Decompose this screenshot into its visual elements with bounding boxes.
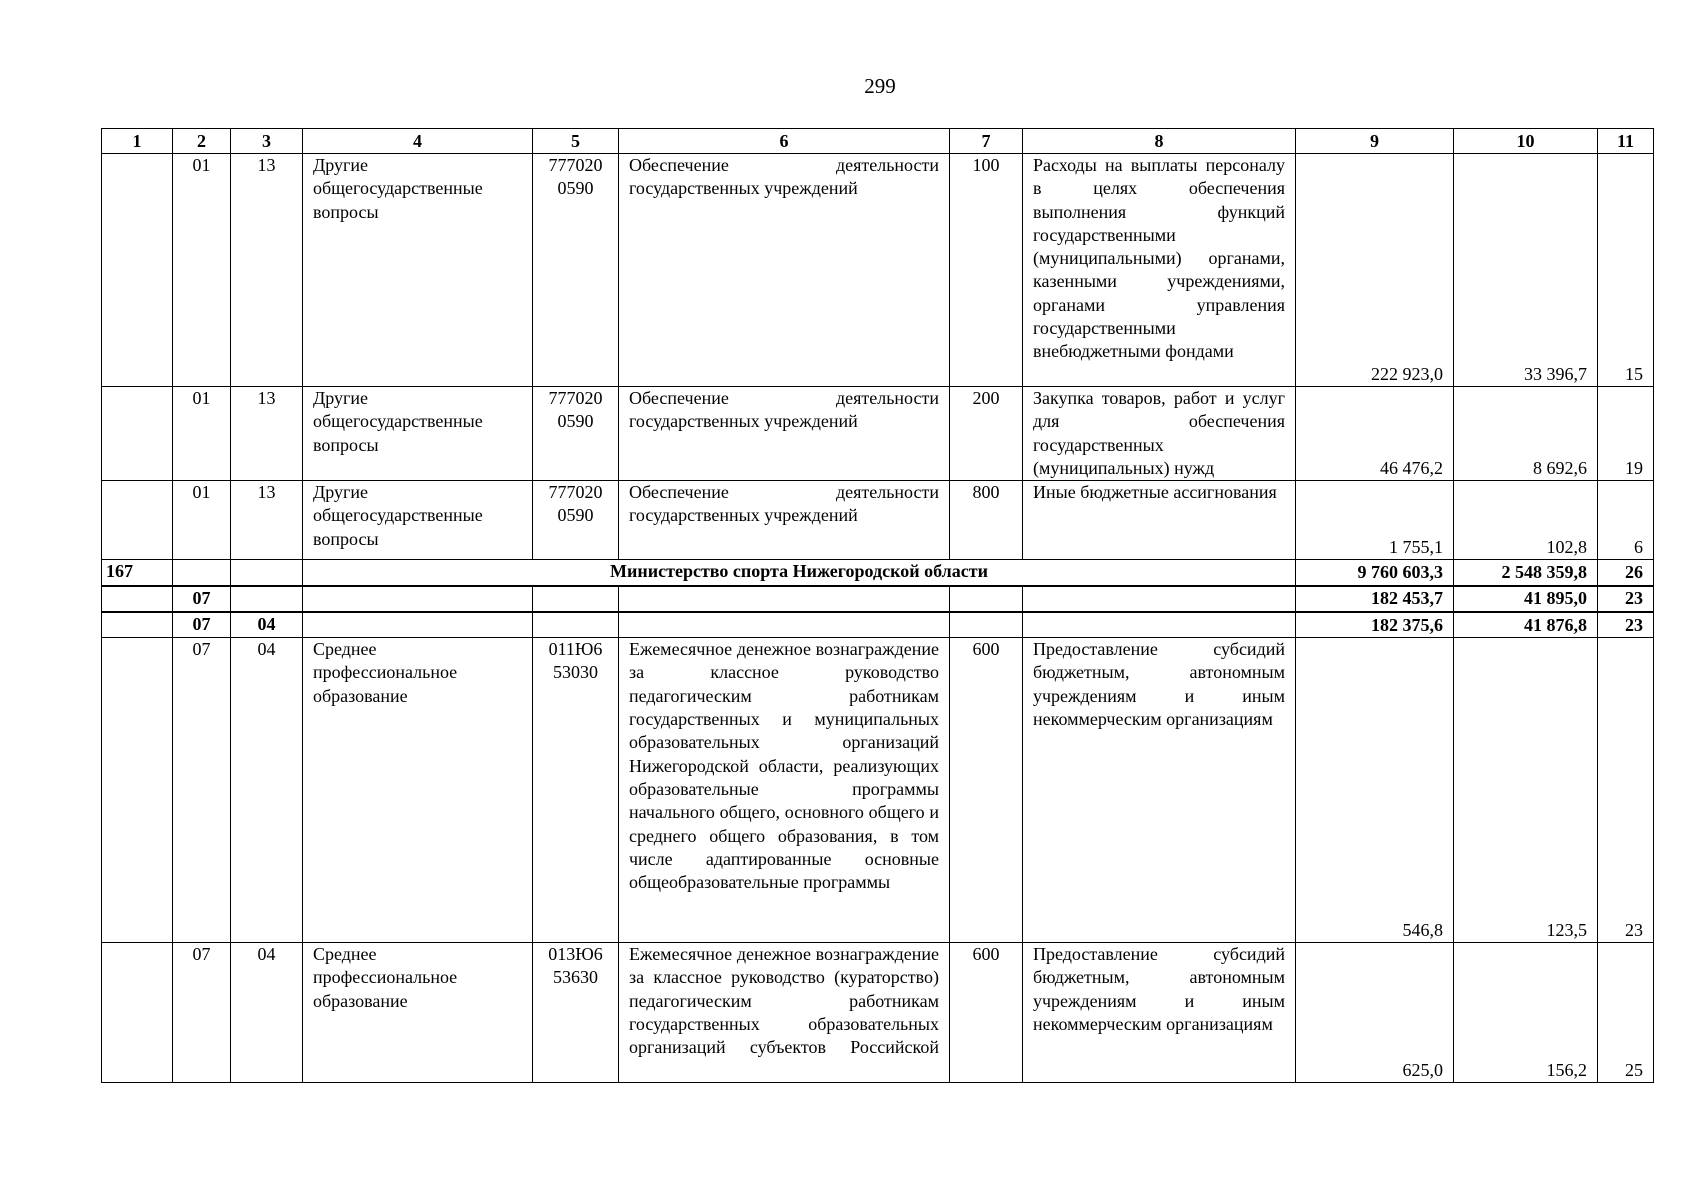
table-row (102, 638, 1654, 943)
cell-expense-type (950, 612, 1023, 638)
cell-admin (102, 154, 173, 387)
cell-subsection: 13 (231, 481, 303, 560)
cell-expense-name (1023, 612, 1296, 638)
cell-target-name: Обеспечение деятельности государственных учреждений (619, 387, 950, 481)
cell-target-name: Обеспечение деятельности государственных учреждений (619, 481, 950, 560)
cell-ministry-name: Министерство спорта Нижегородской области (303, 560, 1296, 586)
target-code-line-2: 53630 (553, 967, 598, 988)
cell-amount-actual: 33 396,7 (1454, 154, 1598, 387)
cell-subsection-name: Среднее профессиональное образование (303, 638, 533, 943)
target-code-line-2: 53030 (553, 662, 598, 683)
cell-amount-actual: 2 548 359,8 (1454, 560, 1598, 586)
header-col-5: 5 (533, 129, 619, 154)
cell-amount-actual: 41 876,8 (1454, 612, 1598, 638)
header-col-6: 6 (619, 129, 950, 154)
cell-expense-type: 800 (950, 481, 1023, 560)
cell-target-name: Ежемесячное денежное вознаграждение за классное руководство (кураторство) педагогическим работникам государственных образовательных организаций субъектов Российской (619, 943, 950, 1083)
cell-amount-actual: 8 692,6 (1454, 387, 1598, 481)
cell-section: 01 (173, 481, 231, 560)
table-row (102, 154, 1654, 387)
cell-subsection: 13 (231, 387, 303, 481)
cell-section: 01 (173, 387, 231, 481)
cell-subsection-name: Среднее профессиональное образование (303, 943, 533, 1083)
table-row (102, 387, 1654, 481)
cell-subsection-name (303, 612, 533, 638)
cell-amount-plan: 46 476,2 (1296, 387, 1454, 481)
table-row-section (102, 586, 1654, 612)
header-col-1: 1 (102, 129, 173, 154)
cell-percent: 19 (1598, 387, 1654, 481)
cell-target-code (533, 481, 619, 560)
cell-subsection-name: Другие общегосударственные вопросы (303, 481, 533, 560)
subsection-name-text: Другие общегосударственные вопросы (313, 155, 483, 222)
cell-amount-actual: 41 895,0 (1454, 586, 1598, 612)
cell-amount-plan: 222 923,0 (1296, 154, 1454, 387)
table-row-subsection (102, 612, 1654, 638)
cell-percent: 23 (1598, 612, 1654, 638)
table-row (102, 481, 1654, 560)
cell-percent: 6 (1598, 481, 1654, 560)
table-row (102, 943, 1654, 1083)
header-col-3: 3 (231, 129, 303, 154)
cell-expense-type: 600 (950, 638, 1023, 943)
cell-expense-type: 200 (950, 387, 1023, 481)
header-col-8: 8 (1023, 129, 1296, 154)
cell-subsection (231, 586, 303, 612)
cell-percent: 26 (1598, 560, 1654, 586)
header-col-2: 2 (173, 129, 231, 154)
cell-admin (102, 586, 173, 612)
header-row (102, 129, 1654, 154)
cell-subsection-name (303, 154, 533, 387)
cell-amount-actual: 102,8 (1454, 481, 1598, 560)
target-code-line-1: 777020 (548, 388, 603, 408)
cell-section: 07 (173, 612, 231, 638)
cell-percent: 15 (1598, 154, 1654, 387)
target-code-line-2: 0590 (557, 178, 594, 199)
cell-subsection: 04 (231, 612, 303, 638)
cell-target-code (533, 586, 619, 612)
cell-expense-name: Иные бюджетные ассигнования (1023, 481, 1296, 560)
cell-target-name: Ежемесячное денежное вознаграждение за классное руководство педагогическим работникам государственных и муниципальных образовательных организаций Нижегородской области, реализующих образовательные программы начального общего, основного общего и среднего общего образования, в том числе адаптированные основные общеобразовательные программы (619, 638, 950, 943)
cell-target-code (533, 638, 619, 943)
target-code-line-1: 013Ю6 (548, 944, 603, 965)
cell-target-code (533, 943, 619, 1083)
target-code-line-1: 777020 (548, 155, 603, 175)
cell-target-code (533, 154, 619, 387)
cell-section: 01 (173, 154, 231, 387)
cell-subsection-name (303, 586, 533, 612)
cell-target-code (533, 387, 619, 481)
target-code-line-2: 0590 (557, 505, 594, 526)
cell-target-name (619, 586, 950, 612)
cell-expense-name: Предоставление субсидий бюджетным, автономным учреждениям и иным некоммерческим организациям (1023, 638, 1296, 943)
cell-percent: 23 (1598, 586, 1654, 612)
cell-admin (102, 612, 173, 638)
cell-admin (102, 387, 173, 481)
cell-section: 07 (173, 943, 231, 1083)
header-col-9: 9 (1296, 129, 1454, 154)
cell-amount-plan: 546,8 (1296, 638, 1454, 943)
cell-expense-name (1023, 586, 1296, 612)
cell-amount-plan: 625,0 (1296, 943, 1454, 1083)
header-col-11: 11 (1598, 129, 1654, 154)
cell-subsection: 04 (231, 638, 303, 943)
budget-table (101, 128, 1654, 1083)
cell-amount-actual: 123,5 (1454, 638, 1598, 943)
cell-expense-type: 100 (950, 154, 1023, 387)
cell-target-name: Обеспечение деятельности государственных учреждений (619, 154, 950, 387)
cell-amount-plan: 182 453,7 (1296, 586, 1454, 612)
cell-subsection (231, 560, 303, 586)
target-code-line-1: 011Ю6 (548, 639, 603, 660)
cell-subsection: 13 (231, 154, 303, 387)
cell-subsection: 04 (231, 943, 303, 1083)
cell-percent: 23 (1598, 638, 1654, 943)
header-col-4: 4 (303, 129, 533, 154)
cell-section: 07 (173, 638, 231, 943)
cell-admin: 167 (102, 560, 173, 586)
target-code-line-2: 0590 (557, 411, 594, 432)
target-code-line-1: 777020 (548, 482, 603, 503)
cell-expense-name: Закупка товаров, работ и услуг для обеспечения государственных (муниципальных) нужд (1023, 387, 1296, 481)
header-col-7: 7 (950, 129, 1023, 154)
cell-admin (102, 638, 173, 943)
cell-amount-plan: 9 760 603,3 (1296, 560, 1454, 586)
header-col-10: 10 (1454, 129, 1598, 154)
cell-percent: 25 (1598, 943, 1654, 1083)
cell-target-name (619, 612, 950, 638)
cell-subsection-name: Другие общегосударственные вопросы (303, 387, 533, 481)
cell-section: 07 (173, 586, 231, 612)
table-row-ministry (102, 560, 1654, 586)
cell-admin (102, 481, 173, 560)
cell-section (173, 560, 231, 586)
cell-admin (102, 943, 173, 1083)
page-number: 299 (864, 74, 896, 98)
cell-amount-plan: 1 755,1 (1296, 481, 1454, 560)
cell-expense-type (950, 586, 1023, 612)
cell-amount-plan: 182 375,6 (1296, 612, 1454, 638)
cell-expense-type: 600 (950, 943, 1023, 1083)
cell-amount-actual: 156,2 (1454, 943, 1598, 1083)
cell-expense-name: Предоставление субсидий бюджетным, автономным учреждениям и иным некоммерческим организациям (1023, 943, 1296, 1083)
cell-expense-name: Расходы на выплаты персоналу в целях обеспечения выполнения функций государственными (муниципальными) органами, казенными учреждениями, органами управления государственными внебюджетными фондами (1023, 154, 1296, 387)
cell-target-code (533, 612, 619, 638)
